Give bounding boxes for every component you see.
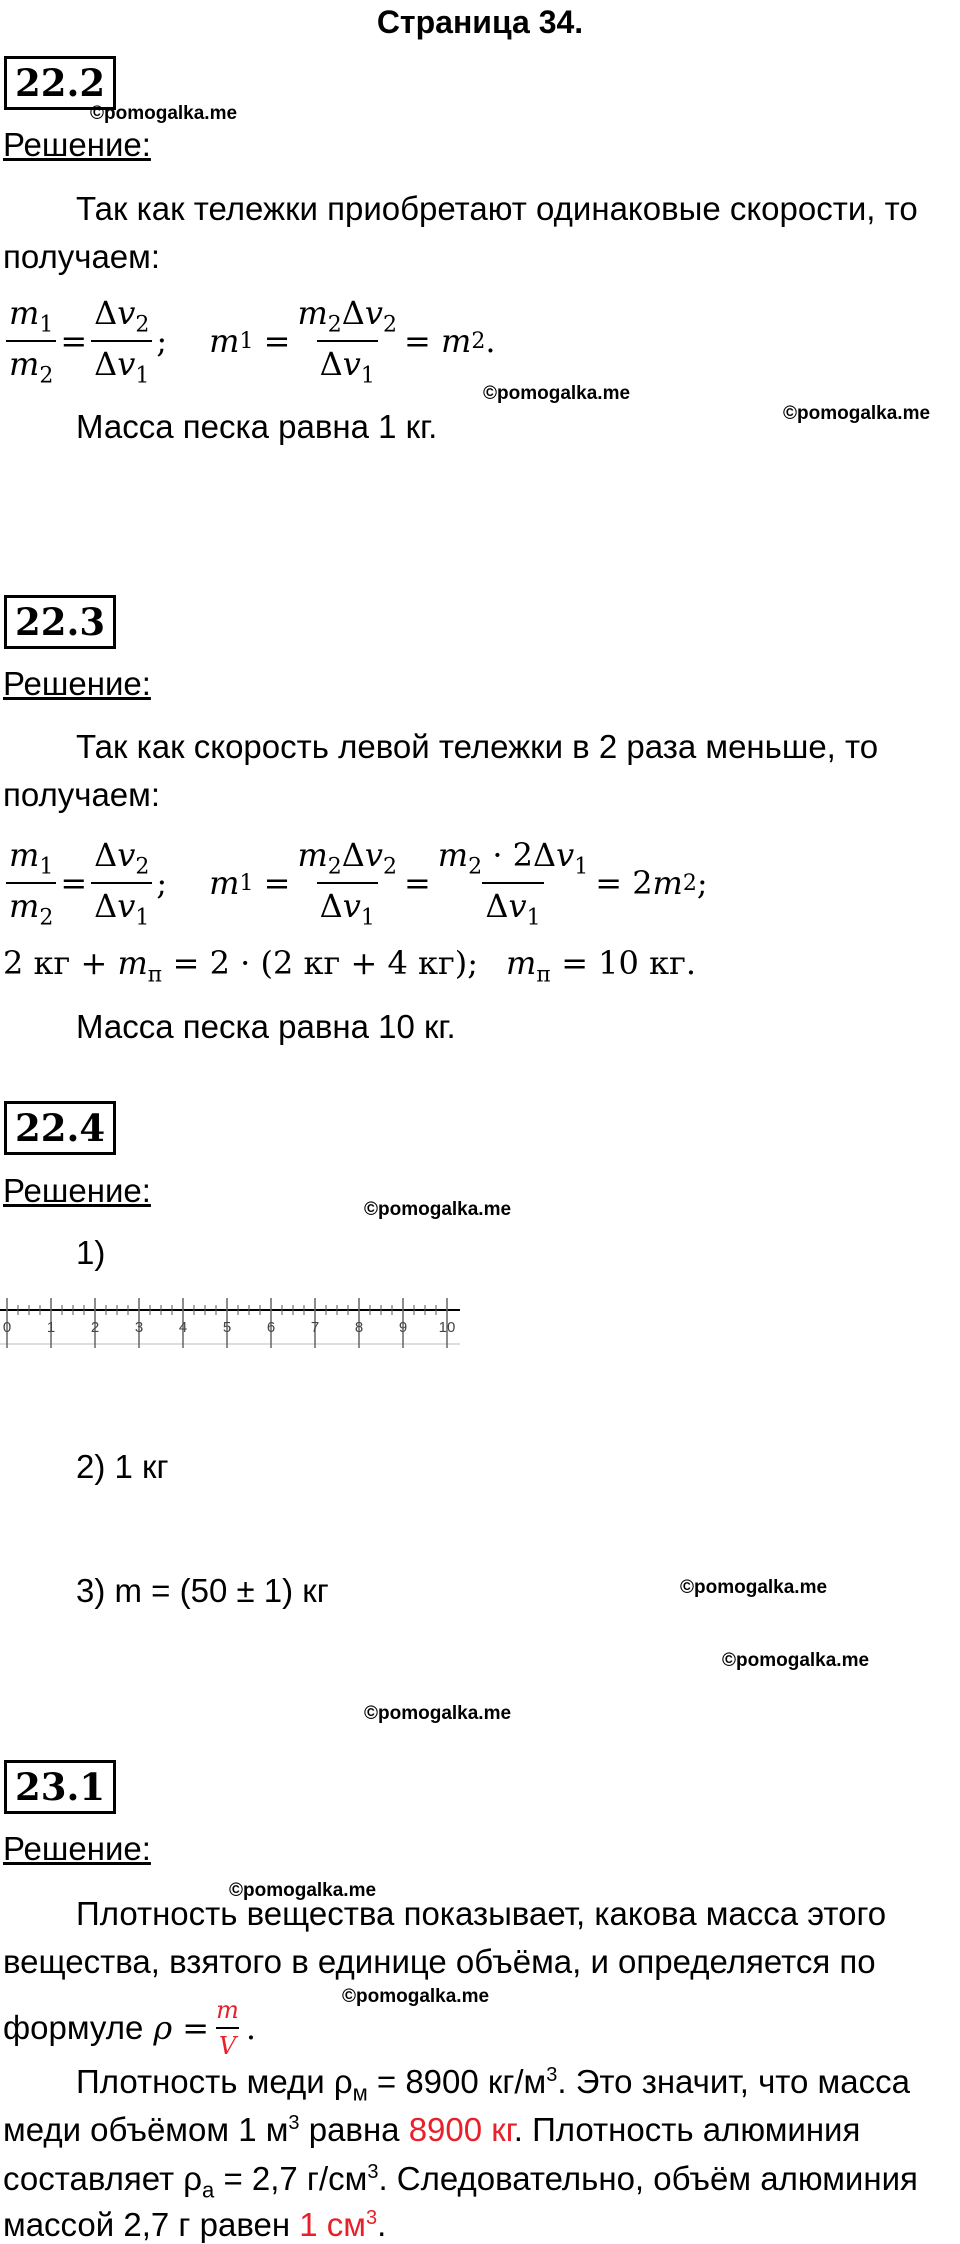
ruler-tick-label: 6: [266, 1319, 276, 1336]
text-line: меди объёмом 1 $м^3$ равна 8900 кг. Плотность алюминия: [3, 2111, 861, 2148]
ruler-tick-label: 9: [398, 1319, 408, 1336]
text-fragment: формуле: [3, 2009, 144, 2046]
formula-22-3-mass: 2 кг + $m_п = 2 \cdot (2$ кг + 4 кг); $m_п = 10$ кг.: [3, 944, 696, 988]
watermark: ©pomogalka.me: [342, 1986, 490, 2007]
task-number-22-4: 22.4: [4, 1101, 116, 1155]
solution-label: Решение:: [3, 1172, 151, 1209]
text-line: вещества, взятого в единице объёма, и определяется по: [3, 1943, 876, 1980]
ruler-tick-label: 7: [310, 1319, 320, 1336]
watermark: ©pomogalka.me: [680, 1577, 828, 1598]
list-item: 2) 1 кг: [76, 1448, 169, 1485]
text-line: Масса песка равна 1 кг.: [76, 408, 438, 445]
ruler-tick-label: 8: [354, 1319, 364, 1336]
watermark: ©pomogalka.me: [229, 1880, 377, 1901]
ruler-tick-label: 5: [222, 1319, 232, 1336]
ruler-tick-label: 0: [2, 1319, 12, 1336]
ruler-tick-label: 2: [90, 1319, 100, 1336]
formula-22-2: $\frac{m_1}{m_2}$ = $\frac{\Delta v_2}{\Delta v_1}$ ; m 1 = $\frac{m_2\Delta v_2}{\Delta v_1}$ = m 2 .: [2, 294, 495, 389]
solution-label: Решение:: [3, 1830, 151, 1867]
text-line: массой 2,7 г равен 1 $см^3$.: [3, 2206, 387, 2243]
text-line: Так как тележки приобретают одинаковые скорости, то: [76, 190, 918, 227]
text-line: Масса песка равна 10 кг.: [76, 1008, 456, 1045]
text-line: Плотность меди $\rho_м = 8900$ $кг/м^3$. Это значит, что масса: [76, 2063, 910, 2106]
ruler-tick-label: 1: [46, 1319, 56, 1336]
solution-label: Решение:: [3, 665, 151, 702]
ruler-scale: [0, 1286, 470, 1356]
solution-label: Решение:: [3, 126, 151, 163]
list-item: 1): [76, 1234, 106, 1271]
text-line: составляет $\rho_а = 2,7$ $г/см^3$. Следовательно, объём алюминия: [3, 2160, 918, 2203]
task-number-22-3: 22.3: [4, 595, 116, 649]
list-item: 3) m = (50 ± 1) кг: [76, 1572, 329, 1609]
text-line: получаем:: [3, 776, 161, 813]
text-line: Плотность вещества показывает, какова масса этого: [76, 1895, 887, 1932]
text-line: получаем:: [3, 238, 161, 275]
task-number-23-1: 23.1: [4, 1760, 116, 1814]
eq2-left: 2 кг +: [3, 944, 118, 982]
formula-22-3: $\frac{m_1}{m_2}$ = $\frac{\Delta v_2}{\Delta v_1}$ ; m 1 = $\frac{m_2\Delta v_2}{\Delta v_1}$ = $\frac{m_2 \cdot 2\Delta v_1}{\Delta v_1}$ = 2 m 2 ;: [2, 836, 708, 931]
watermark: ©pomogalka.me: [90, 103, 238, 124]
ruler-tick-label: 4: [178, 1319, 188, 1336]
ruler-tick-label: 3: [134, 1319, 144, 1336]
eq2-right: = 2 · (2 кг + 4 кг);: [162, 944, 478, 982]
watermark: ©pomogalka.me: [783, 403, 931, 424]
watermark: ©pomogalka.me: [364, 1703, 512, 1724]
text-line: Так как скорость левой тележки в 2 раза меньше, то: [76, 728, 879, 765]
eq2-result: = 10 кг.: [551, 944, 696, 982]
task-number-22-2: 22.2: [4, 56, 116, 110]
page-title: Страница 34.: [376, 4, 584, 40]
watermark: ©pomogalka.me: [364, 1199, 512, 1220]
watermark: ©pomogalka.me: [722, 1650, 870, 1671]
text-line-formula: формуле ρ = $\frac{m}{V}$ .: [3, 1996, 257, 2060]
ruler-tick-label: 10: [438, 1319, 456, 1336]
watermark: ©pomogalka.me: [483, 383, 631, 404]
